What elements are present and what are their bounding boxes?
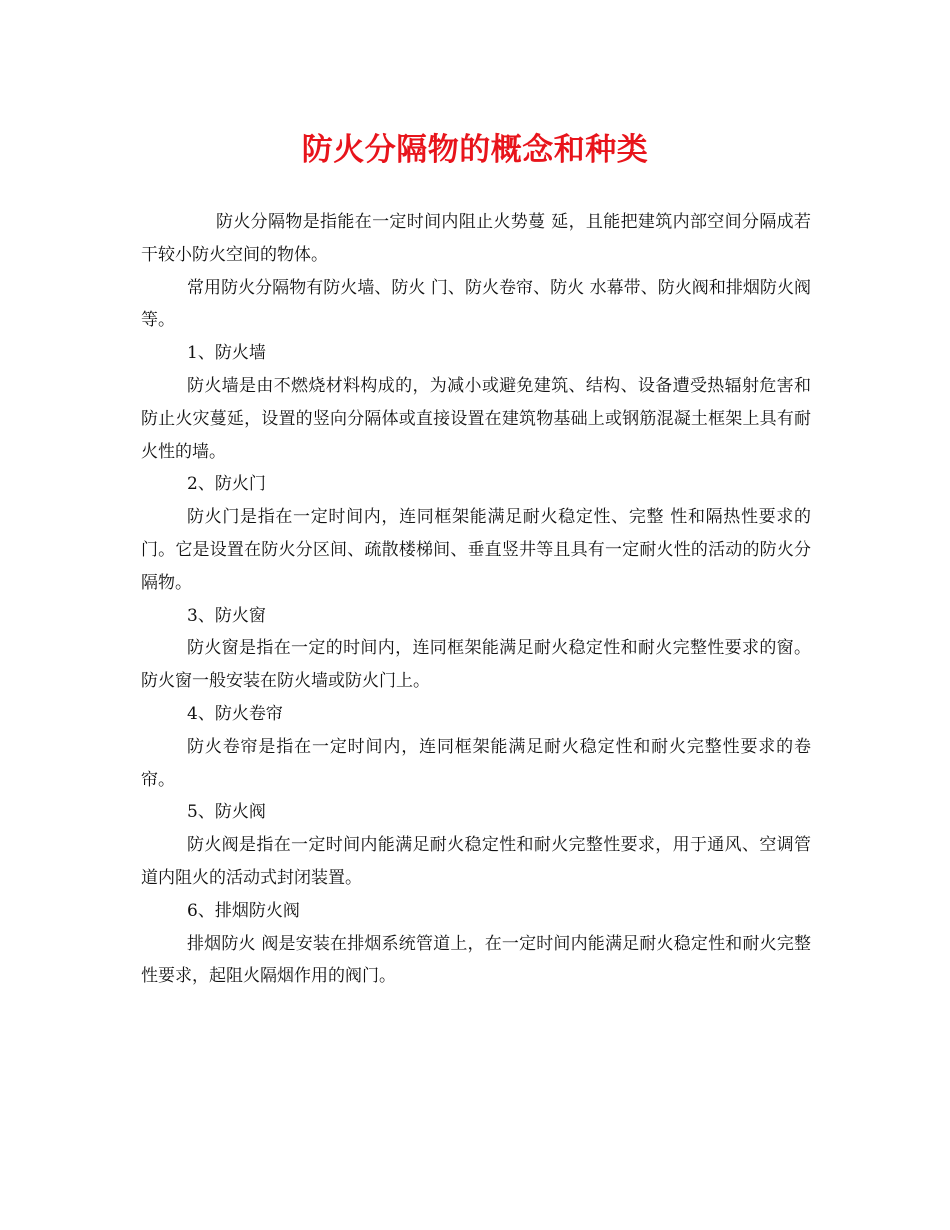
section-heading-fire-door: 2、防火门 (187, 474, 266, 495)
intro-paragraph: 防火分隔物是指能在一定时间内阻止火势蔓 延，且能把建筑内部空间分隔成若干较小防火空间的物体。 (141, 212, 811, 265)
fire-door-paragraph: 防火门是指在一定时间内，连同框架能满足耐火稳定性、完整 性和隔热性要求的门。它是设置在防火分区间、疏散楼梯间、垂直竖井等且具有一定耐火性的活动的防火分隔物。 (141, 507, 811, 593)
section-heading-fire-window: 3、防火窗 (187, 605, 266, 626)
fire-window-paragraph: 防火窗是指在一定的时间内，连同框架能满足耐火稳定性和耐火完整性要求的窗。防火窗一般安装在防火墙或防火门上。 (141, 638, 811, 692)
document-body (141, 206, 811, 993)
section-heading-fire-damper: 5、防火阀 (187, 802, 266, 823)
fire-damper-paragraph: 防火阀是指在一定时间内能满足耐火稳定性和耐火完整性要求，用于通风、空调管道内阻火的活动式封闭装置。 (141, 835, 811, 888)
section-heading-smoke-fire-damper: 6、排烟防火阀 (187, 900, 300, 921)
section-heading-firewall: 1、防火墙 (187, 343, 266, 364)
types-overview-paragraph: 常用防火分隔物有防火墙、防火 门、防火卷帘、防火 水幕带、防火阀和排烟防火阀等。 (141, 277, 811, 331)
section-heading-fire-shutter: 4、防火卷帘 (187, 703, 283, 724)
smoke-fire-damper-paragraph: 排烟防火 阀是安装在排烟系统管道上，在一定时间内能满足耐火稳定性和耐火完整性要求，起阻火隔烟作用的阀门。 (141, 933, 811, 987)
document-title: 防火分隔物的概念和种类 (301, 132, 649, 168)
fire-shutter-paragraph: 防火卷帘是指在一定时间内，连同框架能满足耐火稳定性和耐火完整性要求的卷帘。 (141, 736, 811, 790)
firewall-paragraph: 防火墙是由不燃烧材料构成的，为减小或避免建筑、结构、设备遭受热辐射危害和防止火灾蔓延，设置的竖向分隔体或直接设置在建筑物基础上或钢筋混凝土框架上具有耐火性的墙。 (141, 375, 811, 462)
